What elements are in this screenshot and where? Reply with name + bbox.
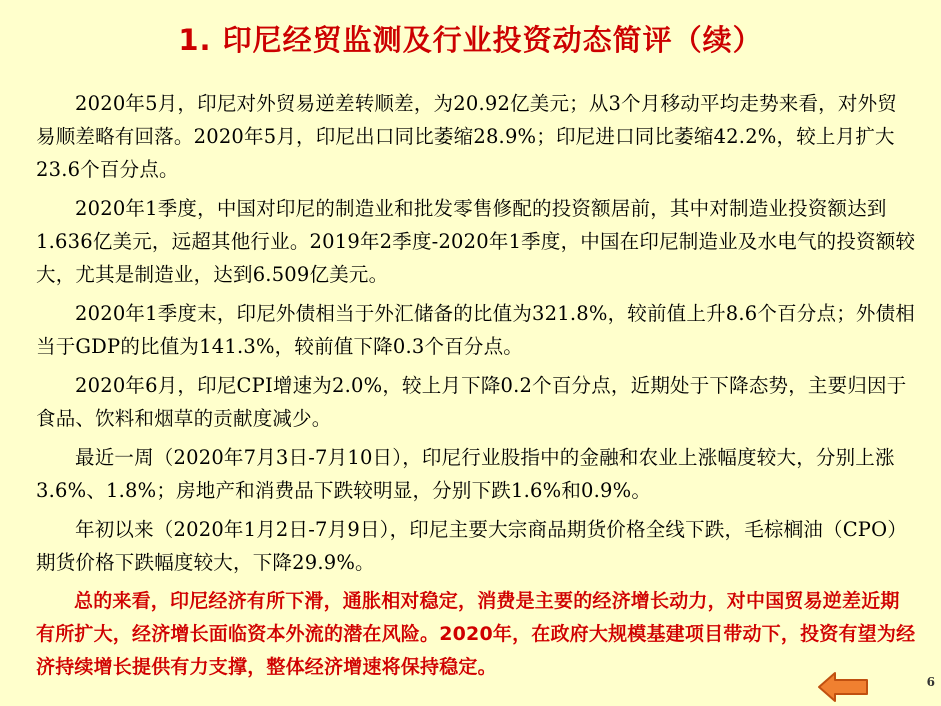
- paragraph-stock-index: 最近一周（2020年7月3日-7月10日），印尼行业股指中的金融和农业上涨幅度较大，分别上涨3.6%、1.8%；房地产和消费品下跌较明显，分别下跌1.6%和0.9%。: [36, 446, 895, 502]
- slide-title: 1. 印尼经贸监测及行业投资动态简评（续）: [178, 23, 763, 57]
- paragraph-conclusion: 总的来看，印尼经济有所下滑，通胀相对稳定，消费是主要的经济增长动力，对中国贸易逆差近期有所扩大，经济增长面临资本外流的潜在风险。2020年，在政府大规模基建项目带动下，投资有望为经济持续增长提供有力支撑，整体经济增速将保持稳定。: [36, 590, 916, 678]
- left-arrow-shape: [819, 673, 867, 701]
- left-arrow-icon[interactable]: [817, 671, 869, 703]
- paragraph-cpi: 2020年6月，印尼CPI增速为2.0%，较上月下降0.2个百分点，近期处于下降态势，主要归因于食品、饮料和烟草的贡献度减少。: [36, 374, 907, 430]
- paragraph-investment: 2020年1季度，中国对印尼的制造业和批发零售修配的投资额居前，其中对制造业投资额达到1.636亿美元，远超其他行业。2019年2季度-2020年1季度，中国在印尼制造业及水电气的投资额较大，尤其是制造业，达到6.509亿美元。: [36, 197, 916, 286]
- paragraph-commodities: 年初以来（2020年1月2日-7月9日），印尼主要大宗商品期货价格全线下跌，毛棕榈油（CPO）期货价格下跌幅度较大，下降29.9%。: [36, 518, 908, 574]
- page-number: 6: [926, 675, 935, 689]
- paragraph-external-debt: 2020年1季度末，印尼外债相当于外汇储备的比值为321.8%，较前值上升8.6个百分点；外债相当于GDP的比值为141.3%，较前值下降0.3个百分点。: [36, 302, 915, 358]
- paragraph-trade: 2020年5月，印尼对外贸易逆差转顺差，为20.92亿美元；从3个月移动平均走势来看，对外贸易顺差略有回落。2020年5月，印尼出口同比萎缩28.9%；印尼进口同比萎缩42.2%，较上月扩大23.6个百分点。: [36, 92, 897, 181]
- slide-body: [36, 87, 916, 690]
